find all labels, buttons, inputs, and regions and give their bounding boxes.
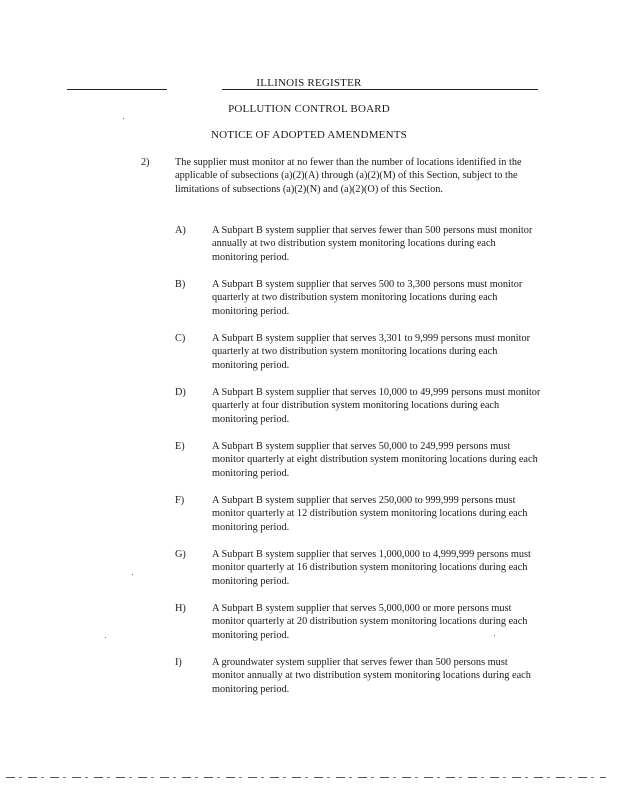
- scan-speck: [132, 574, 133, 575]
- scan-speck: [105, 637, 106, 638]
- scan-speck: [494, 635, 495, 636]
- notice-title: NOTICE OF ADOPTED AMENDMENTS: [211, 129, 407, 141]
- item-label: D): [175, 387, 186, 398]
- register-title: ILLINOIS REGISTER: [256, 77, 362, 89]
- item-text: A Subpart B system supplier that serves fewer than 500 persons must monitor annually at two distribution system monitoring locations during each monitoring period.: [212, 225, 533, 263]
- scan-edge-noise: [6, 777, 606, 778]
- section-number: 2): [141, 157, 150, 168]
- item-label: F): [175, 495, 185, 506]
- item-label: C): [175, 333, 186, 344]
- item-label: H): [175, 603, 186, 614]
- item-label: G): [175, 549, 186, 560]
- item-label: B): [175, 279, 186, 290]
- section-text: The supplier must monitor at no fewer than the number of locations identified in the applicable of subsections (a)(2)(A) through (a)(2)(M) of this Section, subject to the limitations of subsections (a)(2)(N) and (a)(2)(O) of this Section.: [175, 157, 522, 195]
- item-text: A Subpart B system supplier that serves 1,000,000 to 4,999,999 persons must monitor quarterly at 16 distribution system monitoring locations during each monitoring period.: [212, 549, 531, 587]
- item-text: A Subpart B system supplier that serves 10,000 to 49,999 persons must monitor quarterly at four distribution system monitoring locations during each monitoring period.: [212, 387, 541, 425]
- item-text: A Subpart B system supplier that serves 5,000,000 or more persons must monitor quarterly at 20 distribution system monitoring locations during each monitoring period.: [212, 603, 528, 641]
- item-text: A Subpart B system supplier that serves 250,000 to 999,999 persons must monitor quarterly at 12 distribution system monitoring locations during each monitoring period.: [212, 495, 528, 533]
- item-text: A Subpart B system supplier that serves 3,301 to 9,999 persons must monitor quarterly at two distribution system monitoring locations during each monitoring period.: [212, 333, 531, 371]
- scan-speck: [123, 118, 124, 119]
- item-label: E): [175, 441, 185, 452]
- item-text: A groundwater system supplier that serves fewer than 500 persons must monitor annually at two distribution system monitoring locations during each monitoring period.: [212, 657, 531, 695]
- item-text: A Subpart B system supplier that serves 500 to 3,300 persons must monitor quarterly at two distribution system monitoring locations during each monitoring period.: [212, 279, 523, 317]
- item-text: A Subpart B system supplier that serves 50,000 to 249,999 persons must monitor quarterly at eight distribution system monitoring locations during each monitoring period.: [212, 441, 538, 479]
- item-label: I): [175, 657, 182, 668]
- item-label: A): [175, 225, 186, 236]
- board-title: POLLUTION CONTROL BOARD: [228, 103, 390, 115]
